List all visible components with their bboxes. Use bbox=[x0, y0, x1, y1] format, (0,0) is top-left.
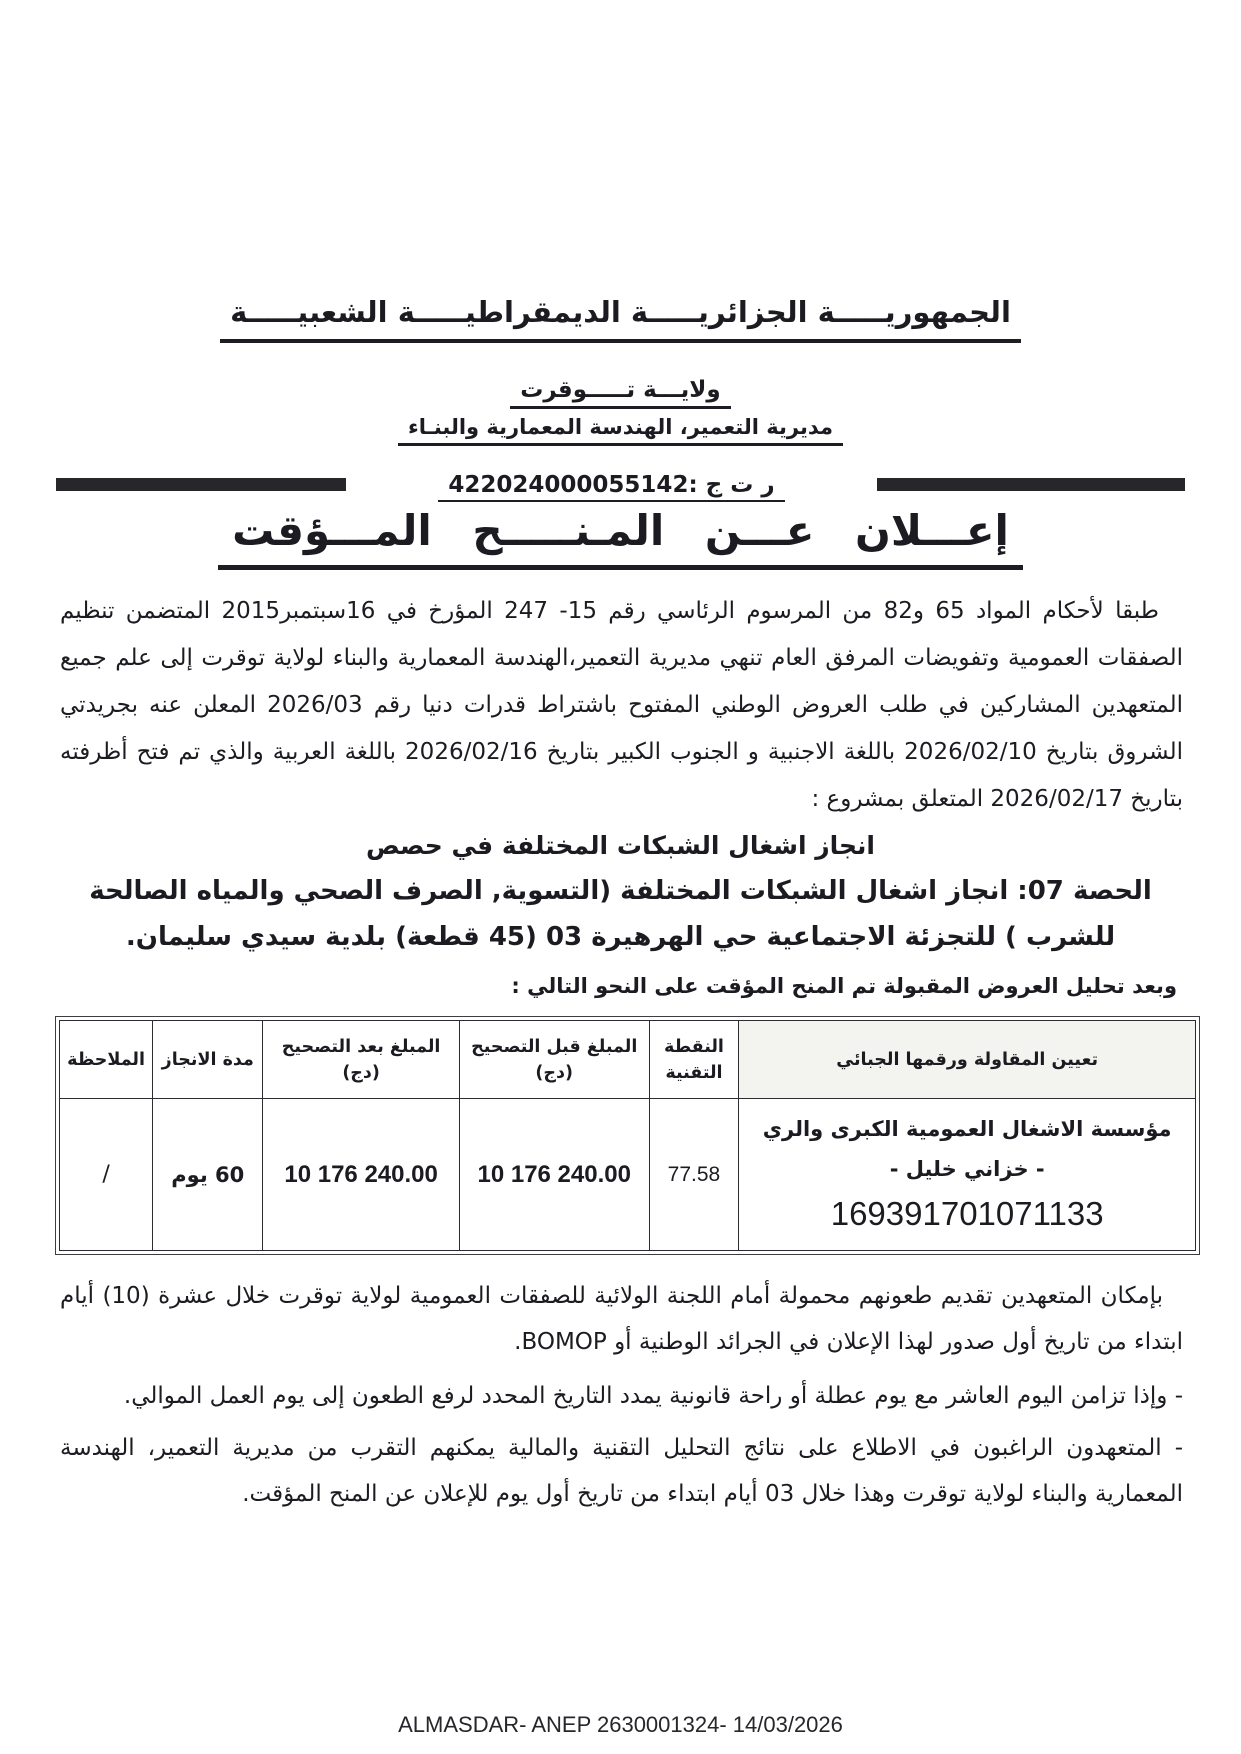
col-header-amount-before: المبلغ قبل التصحيح (دج) bbox=[459, 1021, 649, 1099]
cell-amount-after: 10 176 240.00 bbox=[263, 1099, 460, 1251]
col-header-remark: الملاحظة bbox=[60, 1021, 153, 1099]
cell-remark: / bbox=[60, 1099, 153, 1251]
wilaya-title-text: ولايـــة تـــــوقرت bbox=[510, 377, 730, 409]
project-group-heading: انجاز اشغال الشبكات المختلفة في حصص bbox=[366, 831, 875, 860]
cell-amount-before: 10 176 240.00 bbox=[459, 1099, 649, 1251]
anep-reference-line: ALMASDAR- ANEP 2630001324- 14/03/2026 bbox=[398, 1712, 843, 1737]
table-row bbox=[60, 1099, 1196, 1251]
cell-technical-score: 77.58 bbox=[649, 1099, 739, 1251]
wilaya-title bbox=[0, 377, 1241, 409]
col-header-technical-score: النقطة التقنية bbox=[649, 1021, 739, 1099]
cell-contractor bbox=[739, 1099, 1196, 1251]
project-lot-heading: الحصة 07: انجاز اشغال الشبكات المختلفة (التسوية, الصرف الصحي والمياه الصالحة للشرب ) للتجزئة الاجتماعية حي الهرهيرة 03 (45 قطعة) بلدية سيدي سليمان. bbox=[89, 876, 1152, 952]
appeal-paragraph-2: - وإذا تزامن اليوم العاشر مع يوم عطلة أو راحة قانونية يمدد التاريخ المحدد لرفع الطعون إلى يوم العمل الموالي. bbox=[123, 1383, 1183, 1409]
divider-bar-left bbox=[56, 478, 346, 491]
appeal-paragraph-1: بإمكان المتعهدين تقديم طعونهم محمولة أمام اللجنة الولائية للصفقات العمومية لولاية توقرت خلال عشرة (10) أيام ابتداء من تاريخ أول صدور لهذا الإعلان في الجرائد الوطنية أو BOMOP. bbox=[60, 1283, 1183, 1355]
intro-paragraph: طبقا لأحكام المواد 65 و82 من المرسوم الرئاسي رقم 15- 247 المؤرخ في 16سبتمبر2015 المتضمن تنظيم الصفقات العمومية وتفويضات المرفق العام تنهي مديرية التعمير،الهندسة المعمارية والبناء لولاية توقرت إلى علم جميع المتعهدين المشاركين في طلب العروض الوطني المفتوح باشتراط قدرات دنيا رقم 2026/03 المعلن عنه بجريدتي الشروق بتاريخ 2026/02/10 باللغة الاجنبية و الجنوب الكبير بتاريخ 2026/02/16 باللغة العربية والذي تم فتح أظرفته بتاريخ 2026/02/17 المتعلق بمشروع : bbox=[60, 598, 1184, 812]
contractor-name: مؤسسة الاشغال العمومية الكبرى والري bbox=[762, 1116, 1172, 1141]
table-header-row bbox=[60, 1021, 1196, 1099]
republic-title bbox=[0, 290, 1241, 343]
directorate-title bbox=[0, 415, 1241, 446]
registry-row bbox=[0, 472, 1241, 502]
republic-title-text: الجمهوريـــــة الجزائريـــــة الديمقراطيـــــة الشعبيـــــة bbox=[220, 290, 1021, 343]
announcement-title-text: إعـــلان عـــن المـنـــــح المـــؤقت bbox=[218, 506, 1023, 570]
col-header-contractor: تعيين المقاولة ورقمها الجبائي bbox=[739, 1021, 1196, 1099]
trade-registry-number: ر ت ج :422024000055142 bbox=[438, 472, 784, 502]
announcement-title bbox=[0, 506, 1241, 570]
contractor-tax-number: 169391701071133 bbox=[830, 1194, 1104, 1232]
col-header-amount-after: المبلغ بعد التصحيح (دج) bbox=[263, 1021, 460, 1099]
contractor-agent: - خزاني خليل - bbox=[889, 1156, 1045, 1181]
directorate-title-text: مديرية التعمير، الهندسة المعمارية والبنـاء bbox=[398, 415, 843, 446]
appeal-paragraph-3: - المتعهدون الراغبون في الاطلاع على نتائج التحليل التقنية والمالية يمكنهم التقرب من مديرية التعمير، الهندسة المعمارية والبناء لولاية توقرت وهذا خلال 03 أيام ابتداء من تاريخ أول يوم للإعلان عن المنح المؤقت. bbox=[60, 1435, 1183, 1507]
col-header-duration: مدة الانجاز bbox=[153, 1021, 263, 1099]
award-intro-line: وبعد تحليل العروض المقبولة تم المنح المؤقت على النحو التالي : bbox=[511, 974, 1177, 998]
divider-bar-right bbox=[877, 478, 1185, 491]
cell-duration: 60 يوم bbox=[153, 1099, 263, 1251]
award-table bbox=[59, 1020, 1196, 1251]
